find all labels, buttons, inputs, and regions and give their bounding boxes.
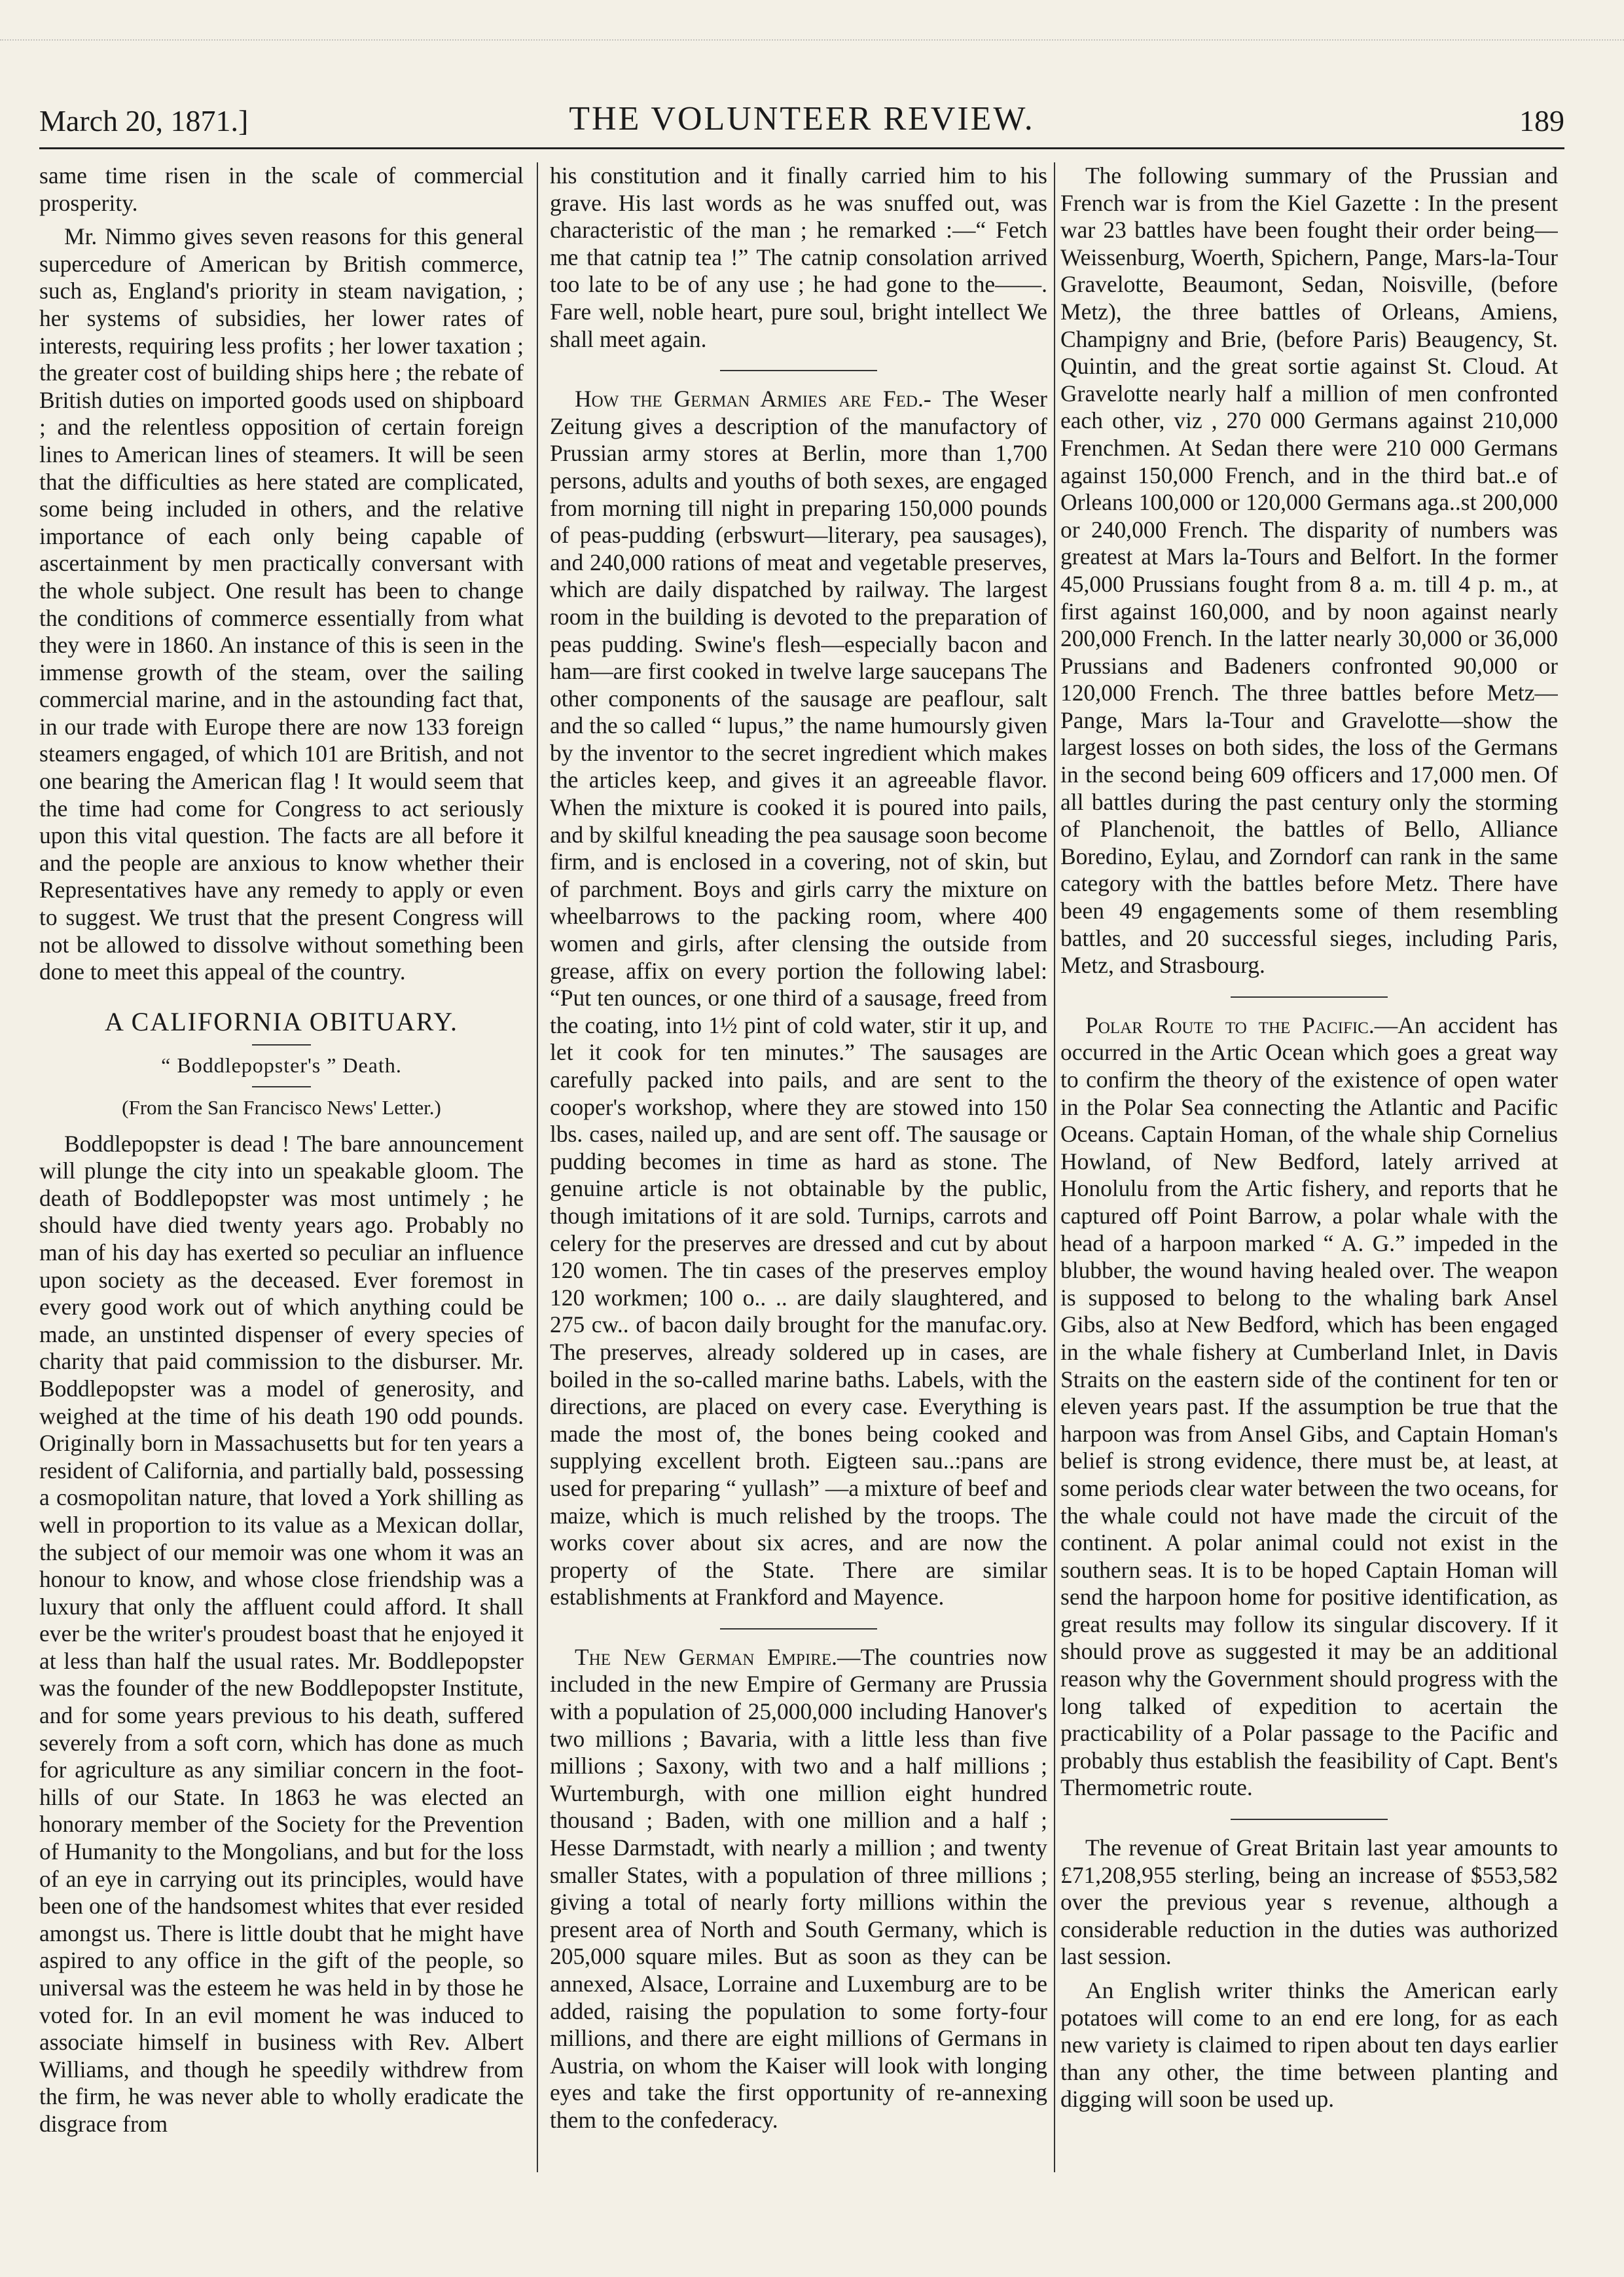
article-text: —An accident has occurred in the Artic Ocean which goes a great way to confirm the theory of the existence of open water in the Polar Sea connecting the Atlantic and Pacific Oceans. Captain Homan, of the whale ship Cornelius Howland, of New Bedford, lately arrived at Honolulu from the Artic fishery, and reports that he captured off Point Barrow, a polar whale with the head of a harpoon marked “ A. G.” impeded in the blubber, the wound having healed over. The weapon is supposed to belong to the whaling bark Ansel Gibs, also at New Bedford, which has been engaged in the whale fishery at Cumberland Inlet, in Davis Straits on the eastern side of the continent for ten or eleven years past. If the assumption be true that the harpoon was from Ansel Gibs, and Captain Homan's belief is strong evidence, there must be, at least, at some periods clear water between the two oceans, for the whale could not have made the circuit of the continent. A polar animal could not exist in the southern seas. It is to be hoped Captain Homan will send the harpoon home for positive identification, as great results may follow its singular discovery. If it should prove as suggested it may be an additional reason why the Government should progress with the long talked of expedition to acertain the practicability of a Polar passage to the Pacific and probably thus establish the feasibility of Capt. Bent's Thermometric route. [1060, 1011, 1558, 1801]
issue-date: March 20, 1871.] [39, 104, 249, 137]
paragraph: The following summary of the Prussian and French war is from the Kiel Gazette : In the present war 23 battles have been fought their order being—Weissenburg, Woerth, Spichern, Pange, Mars-la-Tour Gravelotte, Beaumont, Sedan, Noisville, (before Metz), the three battles of Orleans, Amiens, Champigny and Brie, (before Paris) Beaugency, St. Quintin, and the great sortie against St. Cloud. At Gravelotte nearly half a million of men confronted each other, viz , 270 000 Germans against 210,000 Frenchmen. At Sedan there were 210 000 Germans against 150,000 French, and in the third bat..e of Orleans 100,000 or 120,000 Germans aga..st 200,000 or 240,000 French. The disparity of numbers was greatest at Mars la-Tours and Belfort. In the former 45,000 Prussians fought from 8 a. m. till 4 p. m., at first against 160,000, and by noon against nearly 200,000 French. In the latter nearly 30,000 or 36,000 Prussians and Badeners confronted 90,000 or 120,000 French. The three battles before Metz—Pange, Mars la-Tour and Gravelotte—show the largest losses on both sides, the loss of the Germans in the second being 609 officers and 17,000 men. Of all battles during the past century only the storming of Planchenoit, the battles of Bello, Alliance Boredino, Eylau, and Zorndorf can rank in the same category with the battles before Metz. There have been 49 engagements some of them resembling battles, and 20 successful sieges, including Paris, Metz, and Strasbourg. [1060, 162, 1558, 979]
divider [252, 1086, 311, 1087]
paragraph: An English writer thinks the American early potatoes will come to an end ere long, for as each new variety is claimed to ripen about ten days earlier than any other, the time between planting and digging will soon be used up. [1060, 1977, 1558, 2113]
paragraph: Mr. Nimmo gives seven reasons for this general supercedure of American by British commerce, such as, England's priority in steam navigation, ; her systems of subsidies, her lower rates of interests, requiring less profits ; her lower taxation ; the greater cost of building ships here ; the rebate of British duties on imported goods used on shipboard ; and the relentless opposition of certain foreign lines to American lines of steamers. It will be seen that the difficulties as here stated are complicated, some being included in others, and the relative importance of each only being capable of ascertainment by men practically conversant with the whole subject. One result has been to change the conditions of commerce essentially from what they were in 1860. An instance of this is seen in the immense growth of the steam, over the sailing commercial marine, and in the astounding fact that, in our trade with Europe there are now 133 foreign steamers engaged, of which 101 are British, and not one bearing the American flag ! It would seem that the time had come for Congress to act seriously upon this vital question. The facts are all before it and the people are anxious to know whether their Representatives have any remedy to apply or even to suggest. We trust that the present Congress will not be allowed to dissolve without something been done to meet this appeal of the country. [39, 223, 524, 985]
paragraph [550, 1644, 1047, 2134]
article-text: —The countries now included in the new Empire of Germany are Prussia with a population of 25,000,000 including Hanover's two millions ; Bavaria, with a little less than five millions ; Saxony, with two and a half millions ; Wurtemburgh, with one million eight hundred thousand ; Baden, with one million and a half ; Hesse Darmstadt, with nearly a million ; and twenty smaller States, with a population of three millions ; giving a total of nearly forty millions within the present area of North and South Germany, which is 205,000 square miles. But as soon as they can be annexed, Alsace, Lorraine and Luxemburg are to be added, raising the population to some forty-four millions, and there are eight millions of Germans in Austria, on whom the Kaiser will look with longing eyes and take the first opportunity of re-annexing them to the confederacy. [550, 1643, 1047, 2133]
column-3 [1060, 162, 1558, 2172]
divider [1231, 1819, 1388, 1820]
column-rule [537, 162, 538, 2172]
paragraph [1060, 1012, 1558, 1802]
paragraph [550, 386, 1047, 1611]
divider [720, 370, 877, 371]
scan-noise-strip [0, 0, 1624, 41]
article-subheading: “ Boddlepopster's ” Death. [161, 1053, 402, 1078]
divider [720, 1628, 877, 1630]
article-heading: A CALIFORNIA OBITUARY. [105, 1006, 458, 1036]
column-rule [1054, 162, 1055, 2172]
article-text: The Weser Zeitung gives a description of the manufactory of Prussian army stores at Berlin, more than 1,700 persons, adults and youths of both sexes, are engaged from morning till night in preparing 150,000 pounds of peas-pudding (erbswurt—literary, pea sausages), and 240,000 rations of meat and vegetable preserves, which are daily dispatched by railway. The largest room in the building is devoted to the preparation of peas pudding. Swine's flesh—especially bacon and ham—are first cooked in twelve large saucepans The other components of the sausage are peaflour, salt and the so called “ lupus,” the name humoursly given by the inventor to the secret ingredient which makes the articles keep, and gives it an agreeable flavor. When the mixture is cooked it is poured into pails, and by skilful kneading the pea sausage soon become firm, and is enclosed in a covering, not of skin, but of parchment. Boys and girls carry the mixture on wheelbarrows to the packing room, where 400 women and girls, after clensing the outside from grease, affix on every portion the following label: “Put ten ounces, or one third of a sausage, freed from the coating, into 1½ pint of cold water, stir it up, and let it cook for ten minutes.” The sausages are carefully packed into pails, and are sent to the cooper's workshop, where they are stowed into 150 lbs. cases, nailed up, and are sent off. The sausage or pudding becomes in time as hard as stone. The genuine article is not obtainable by the public, though imitations of it are sold. Turnips, carrots and celery for the preserves are dressed and cut by about 120 women. The tin cases of the preserves employ 120 workmen; 100 o.. .. are daily slaughtered, and 275 cw.. of bacon daily brought for the manufac.ory. The preserves, already soldered up in cases, are boiled in the so-called marine baths. Labels, with the directions, are placed on every case. Everything is made the most of, the bones being cooked and supplying excellent broth. Eigteen sau..:pans are used for preparing “ yullash” —a mixture of beef and maize, which is much relished by the troops. The works cover about six acres, and are now the property of the State. There are similar establishments at Frankford and Mayence. [550, 386, 1047, 1611]
column-1 [39, 162, 524, 2172]
paragraph: Boddlepopster is dead ! The bare announcement will plunge the city into un speakable gloom. The death of Boddlepopster was most untimely ; he should have died twenty years ago. Probably no man of his day has exerted so peculiar an influence upon society as the deceased. Ever foremost in every good work out of which anything could be made, an unstinted dispenser of every species of charity that paid commission to the disburser. Mr. Boddlepopster was a model of generosity, and weighed at the time of his death 190 odd pounds. Originally born in Massachusetts but for ten years a resident of California, and partially bald, possessing a cosmopolitan nature, that loved a York shilling as well in proportion to its value as a Mexican dollar, the subject of our memoir was one whom it was an honour to know, and whose close friendship was a luxury that only the affluent could afford. It shall ever be the writer's proudest boast that he enjoyed it at less than half the usual rates. Mr. Boddlepopster was the founder of the new Boddlepopster Institute, and for some years previous to his death, suffered severely from a soft corn, which has done as much for agriculture as any similiar concern in the foot-hills of our State. In 1863 he was elected an honorary member of the Society for the Prevention of Humanity to the Mongolians, and but for the loss of an eye in carrying out its principles, would have been one of the handsomest whites that ever resided amongst us. There is little doubt that he might have aspired to any office in the gift of the people, so universal was the esteem he was held in by those he voted for. In an evil moment he was induced to associate himself in business with Rev. Albert Williams, and though he speedily withdrew from the firm, he was never able to wholly eradicate the disgrace from [39, 1130, 524, 2137]
article-lead: Polar Route to the Pacific. [1085, 1011, 1375, 1038]
page-number: 189 [1519, 104, 1564, 137]
page-header [39, 98, 1564, 149]
divider [1231, 996, 1388, 998]
article-lead: The New German Empire. [575, 1643, 837, 1670]
masthead: THE VOLUNTEER REVIEW. [569, 100, 1035, 137]
paragraph: The revenue of Great Britain last year amounts to £71,208,955 sterling, being an increase of $553,582 over the previous year s revenue, although a considerable reduction in the duties was authorized last session. [1060, 1834, 1558, 1970]
divider [252, 1044, 311, 1046]
article-lead: How the German Armies are Fed.- [575, 386, 931, 412]
paragraph: his constitution and it finally carried him to his grave. His last words as he was snuffed out, was characteristic of the man ; he remarked :—“ Fetch me that catnip tea !” The catnip consolation arrived too late to be of any use ; he had gone to the——. Fare well, noble heart, pure soul, bright intellect We shall meet again. [550, 162, 1047, 352]
column-2 [550, 162, 1047, 2172]
source-credit: (From the San Francisco News' Letter.) [122, 1096, 441, 1119]
paragraph: same time risen in the scale of commercial prosperity. [39, 162, 524, 216]
